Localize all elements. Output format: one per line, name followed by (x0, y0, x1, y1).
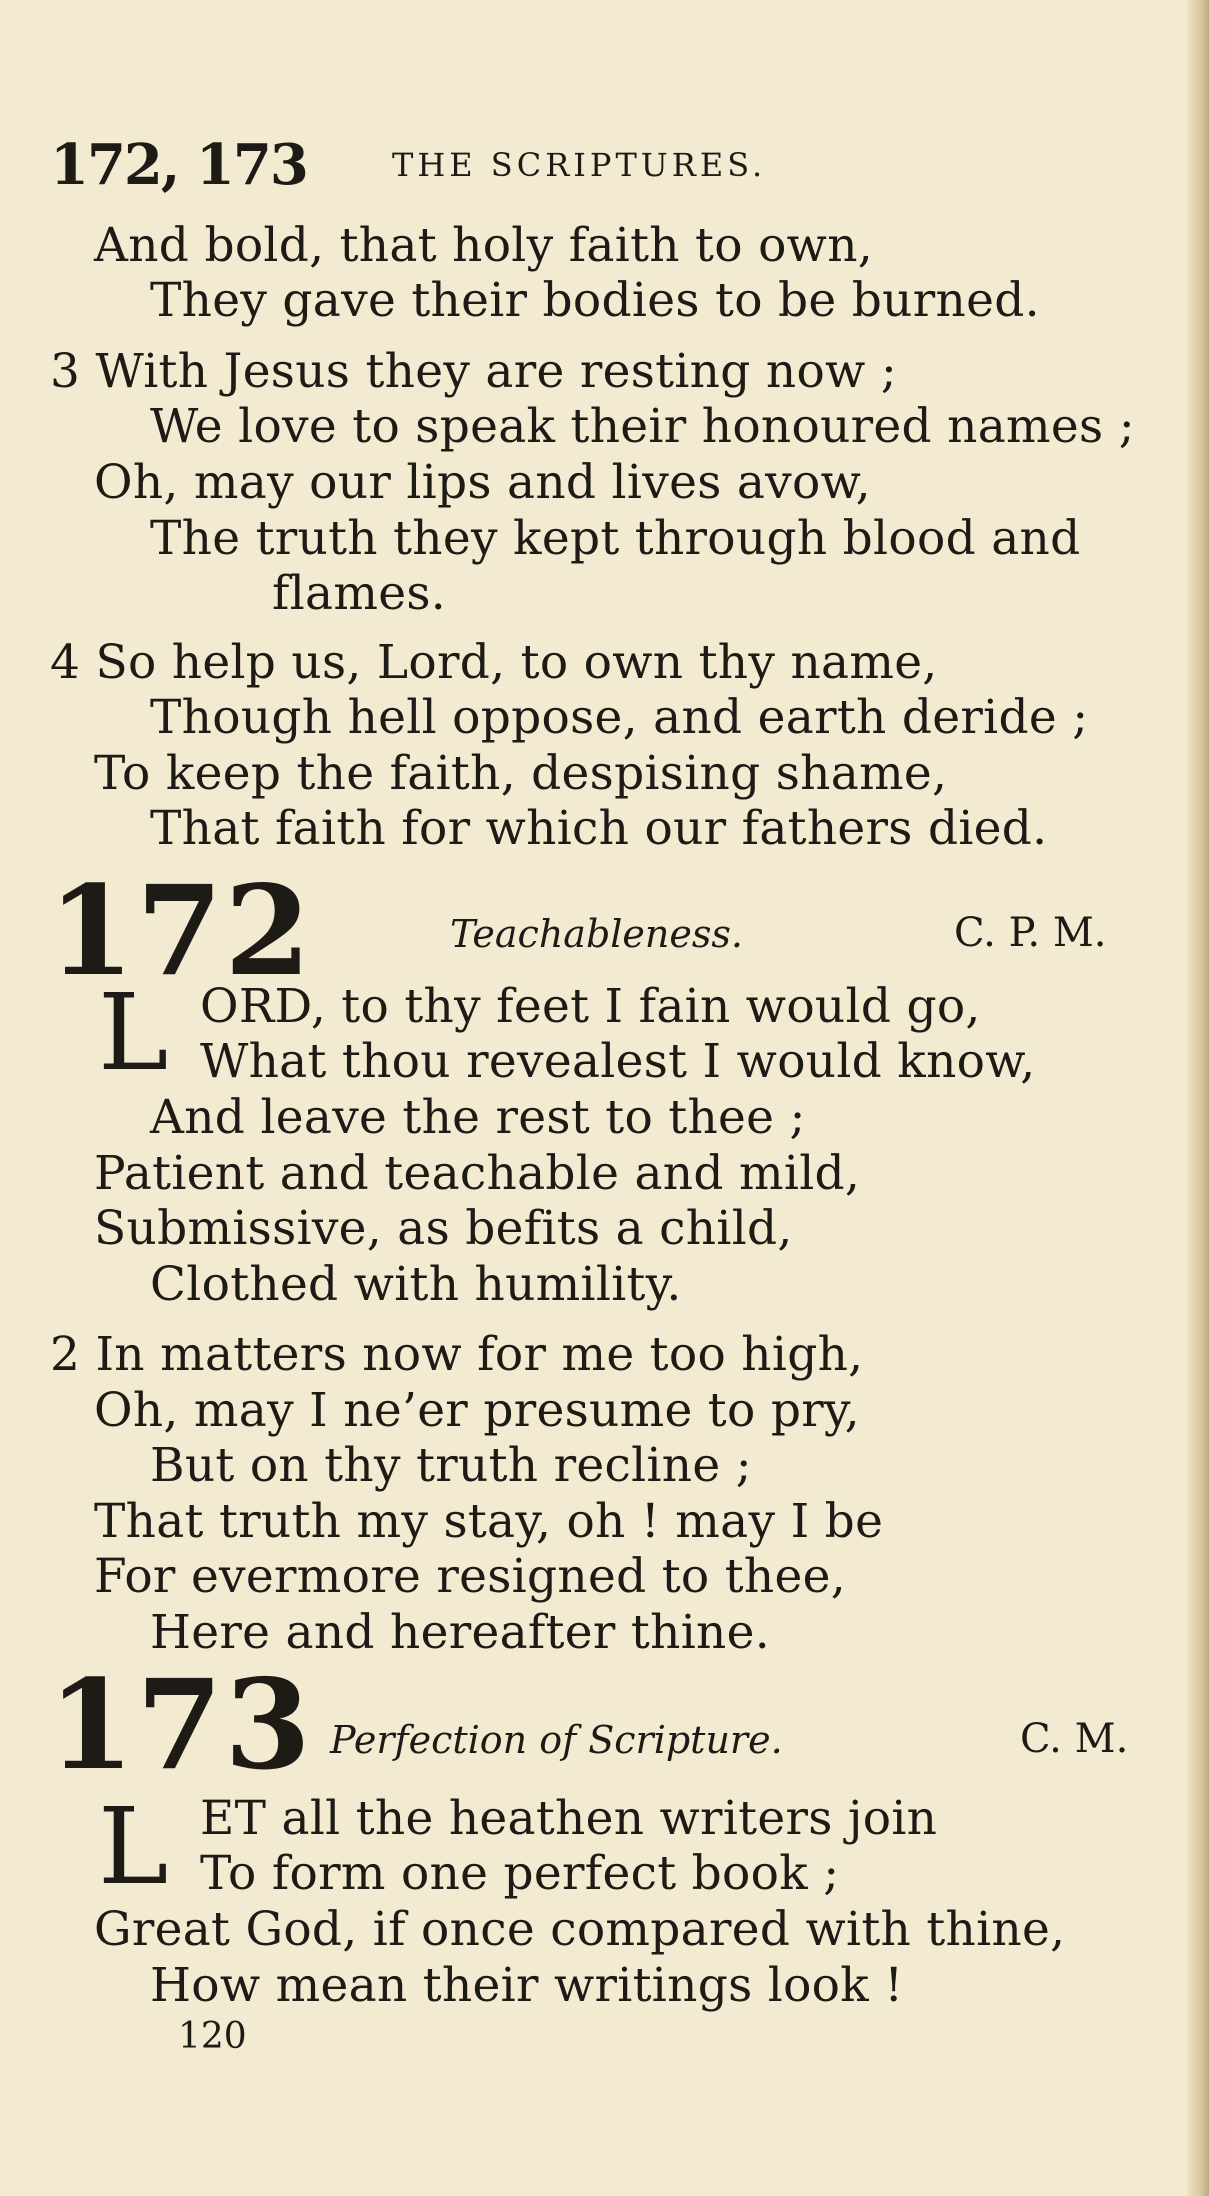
verse-line: Clothed with humility. (150, 1257, 682, 1312)
verse-line: To keep the faith, despising shame, (94, 746, 948, 801)
drop-cap: L (98, 971, 169, 1094)
hymn-title: Perfection of Scripture. (330, 1718, 783, 1762)
verse-line: The truth they kept through blood and (150, 511, 1081, 566)
verse-line: But on thy truth recline ; (150, 1438, 752, 1493)
verse-line: Here and hereafter thine. (150, 1605, 770, 1660)
verse-line: And leave the rest to thee ; (150, 1090, 806, 1145)
verse-line: 3 With Jesus they are resting now ; (50, 344, 897, 399)
verse-line: Patient and teachable and mild, (94, 1146, 861, 1201)
verse-line: They gave their bodies to be burned. (150, 273, 1040, 328)
header-hymn-numbers: 172, 173 (50, 132, 307, 198)
drop-cap: L (98, 1785, 169, 1908)
verse-line: For evermore resigned to thee, (94, 1549, 846, 1604)
verse-line: 4 So help us, Lord, to own thy name, (50, 635, 938, 690)
hymn-meter: C. P. M. (954, 910, 1107, 956)
hymn-meter: C. M. (1020, 1716, 1129, 1762)
verse-line: ET all the heathen writers join (200, 1791, 938, 1846)
running-title: THE SCRIPTURES. (392, 146, 767, 184)
verse-line: What thou revealest I would know, (200, 1034, 1036, 1089)
hymn-number: 172 (48, 859, 313, 1004)
verse-line: 2 In matters now for me too high, (50, 1327, 864, 1382)
verse-line: To form one perfect book ; (200, 1846, 840, 1901)
verse-line: We love to speak their honoured names ; (150, 399, 1135, 454)
page-edge (1187, 0, 1209, 2196)
verse-line: That truth my stay, oh ! may I be (94, 1494, 884, 1549)
verse-line: flames. (272, 566, 446, 621)
verse-line: Though hell oppose, and earth deride ; (150, 690, 1089, 745)
hymn-number: 173 (48, 1653, 313, 1798)
page-number: 120 (178, 2016, 247, 2057)
verse-line: How mean their writings look ! (150, 1958, 904, 2013)
verse-line: And bold, that holy faith to own, (94, 218, 874, 273)
verse-line: That faith for which our fathers died. (150, 801, 1048, 856)
verse-line: Oh, may I ne’er presume to pry, (94, 1383, 860, 1438)
hymn-title: Teachableness. (450, 912, 743, 956)
verse-line: Great God, if once compared with thine, (94, 1902, 1066, 1957)
verse-line: Oh, may our lips and lives avow, (94, 455, 871, 510)
verse-line: ORD, to thy feet I fain would go, (200, 979, 981, 1034)
verse-line: Submissive, as befits a child, (94, 1201, 793, 1256)
